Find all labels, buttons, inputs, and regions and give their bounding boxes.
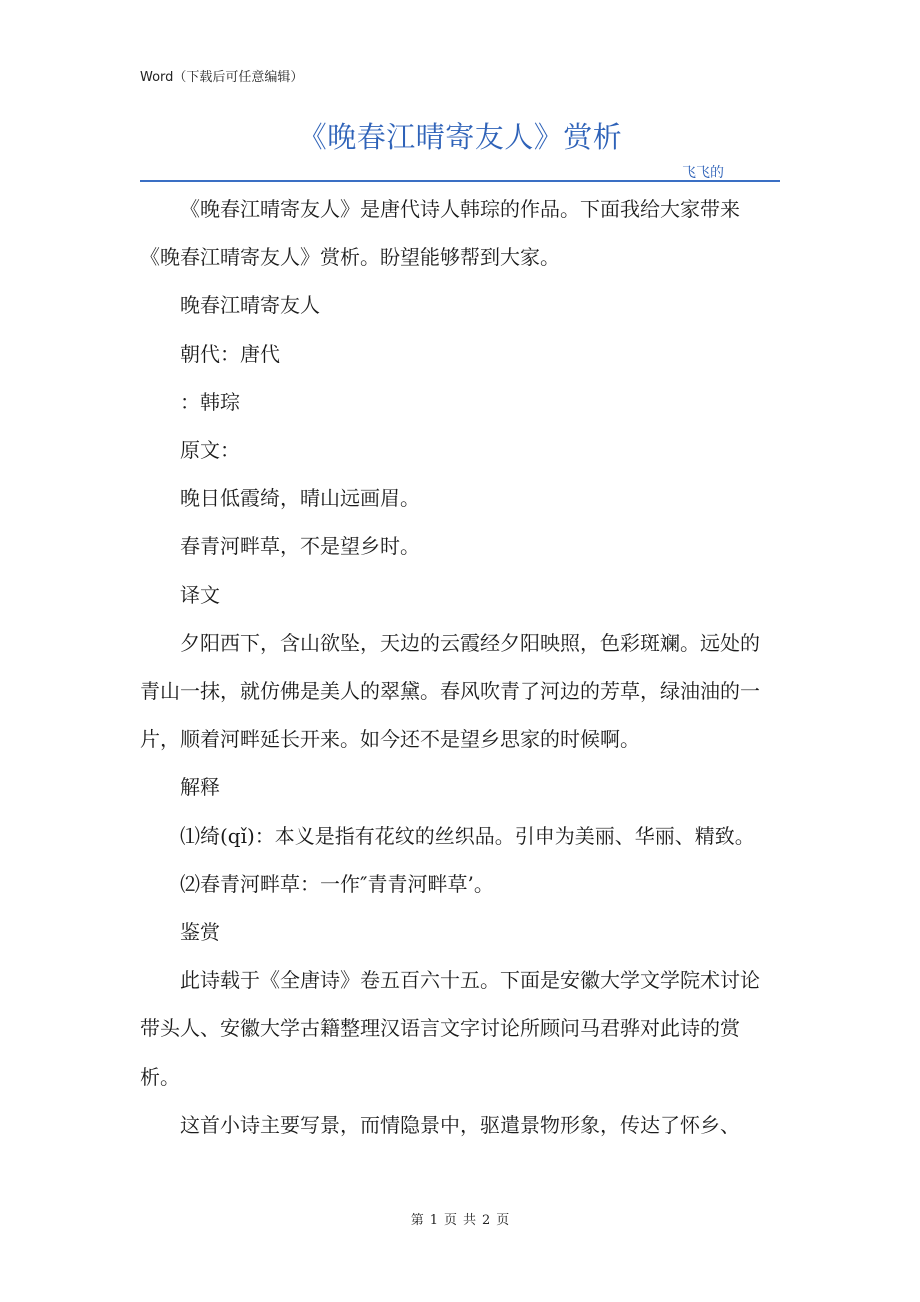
page-footer [0, 1209, 920, 1228]
paragraph-poem-line-2: 春青河畔草，不是望乡时。 [180, 534, 420, 559]
footer-label-di: 第 [410, 1213, 424, 1228]
paragraph-poem-line-1: 晚日低霞绮，晴山远画眉。 [180, 486, 420, 511]
footer-current-page: 1 [429, 1213, 438, 1228]
paragraph-translation: 夕阳西下，含山欲坠，天边的云霞经夕阳映照，色彩斑斓。远处的青山一抹，就仿佛是美人的翠黛。春风吹青了河边的芳草，绿油油的一片，顺着河畔延长开来。如今还不是望乡思家的时候啊。 [140, 630, 760, 752]
paragraph-notes-heading: 解释 [180, 775, 220, 800]
paragraph-appreciation-heading: 鉴赏 [180, 920, 220, 945]
paragraph-poet: ：韩琮 [180, 389, 240, 414]
title-divider [140, 180, 780, 182]
paragraph-intro: 《晚春江晴寄友人》是唐代诗人韩琮的作品。下面我给大家带来《晚春江晴寄友人》赏析。盼望能够帮到大家。 [140, 197, 740, 270]
paragraph-original-heading: 原文： [180, 438, 240, 463]
paragraph-appreciation-source: 此诗载于《全唐诗》卷五百六十五。下面是安徽大学文学院术讨论带头人、安徽大学古籍整理汉语言文字讨论所顾问马君骅对此诗的赏析。 [140, 968, 760, 1089]
paragraph-note-1: ⑴绮(qǐ)：本义是指有花纹的丝织品。引申为美丽、华丽、精致。 [180, 823, 755, 848]
document-body [140, 185, 772, 1149]
paragraph-poem-title: 晚春江晴寄友人 [180, 293, 320, 318]
footer-label-ye: 页 [443, 1213, 457, 1228]
paragraph-appreciation-body: 这首小诗主要写景，而情隐景中，驱遣景物形象，传达了怀乡、 [180, 1112, 740, 1137]
footer-label-ye-2: 页 [496, 1213, 510, 1228]
paragraph-dynasty: 朝代：唐代 [180, 341, 280, 366]
footer-label-gong: 共 [463, 1213, 477, 1228]
page-title: 《晚春江晴寄友人》赏析 [297, 120, 623, 154]
header-note: Word（下载后可任意编辑） [140, 70, 304, 85]
paragraph-note-2: ⑵春青河畔草：一作″青青河畔草’。 [180, 871, 494, 896]
author-name: 飞飞的 [682, 165, 724, 181]
footer-total-pages: 2 [482, 1213, 491, 1228]
paragraph-translation-heading: 译文 [180, 582, 220, 607]
